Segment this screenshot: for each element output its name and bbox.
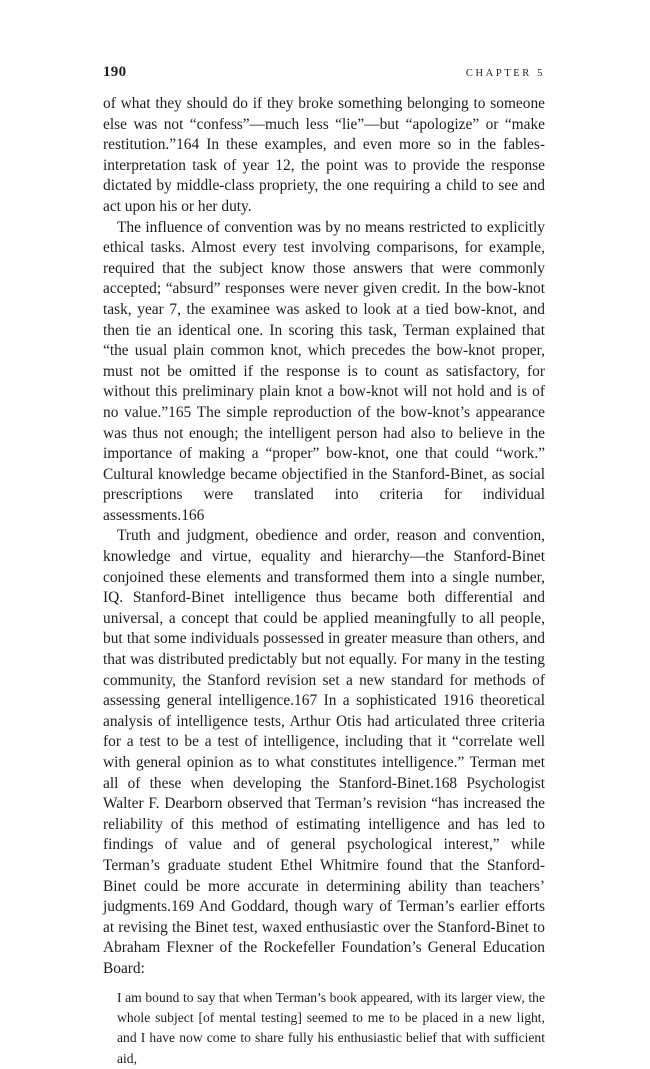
body-text	[103, 94, 545, 1069]
paragraph-1: of what they should do if they broke something belonging to someone else was not “confess”—much less “lie”—but “apologize” or “make restitution.”164 In these examples, and even more so in the fables-interpretation task of year 12, the point was to provide the response dictated by middle-class propriety, the one requiring a child to see and act upon his or her duty.	[103, 95, 545, 215]
page-header	[103, 64, 545, 81]
running-head: CHAPTER 5	[465, 68, 545, 79]
block-quote: I am bound to say that when Terman’s book appeared, with its larger view, the whole subject [of mental testing] seemed to me to be placed in a new light, and I have now come to share fully his enthusiastic belief that with sufficient aid,	[117, 989, 545, 1066]
paragraph-3: Truth and judgment, obedience and order, reason and convention, knowledge and virtue, equality and hierarchy—the Stanford-Binet conjoined these elements and transformed them into a single number, IQ. Stanford-Binet intelligence thus became both differential and universal, a concept that could be applied meaningfully to all people, but that some individuals possessed in greater measure than others, and that was distributed predictably but not equally. For many in the testing community, the Stanford revision set a new standard for methods of assessing general intelligence.167 In a sophisticated 1916 theoretical analysis of intelligence tests, Arthur Otis had articulated three criteria for a test to be a test of intelligence, including that it “correlate well with general opinion as to what constitutes intelligence.” Terman met all of these when developing the Stanford-Binet.168 Psychologist Walter F. Dearborn observed that Terman’s revision “has increased the reliability of this method of estimating intelligence and has led to findings of value and of general psychological interest,” while Terman’s graduate student Ethel Whitmire found that the Stanford-Binet could be more accurate in determining ability than teachers’ judgments.169 And Goddard, though wary of Terman’s earlier efforts at revising the Binet test, waxed enthusiastic over the Stanford-Binet to Abraham Flexner of the Rockefeller Foundation’s General Education Board:	[103, 527, 545, 977]
page-number: 190	[103, 64, 127, 80]
paragraph-2: The influence of convention was by no means restricted to explicitly ethical tasks. Almost every test involving comparisons, for example, required that the subject know those answers that were commonly accepted; “absurd” responses were never given credit. In the bow-knot task, year 7, the examinee was asked to look at a tied bow-knot, and then tie an identical one. In scoring this task, Terman explained that “the usual plain common knot, which precedes the bow-knot proper, must not be omitted if the response is to count as satisfactory, for without this preliminary plain knot a bow-knot will not hold and is of no value.”165 The simple reproduction of the bow-knot’s appearance was thus not enough; the intelligent person had also to believe in the importance of making a “proper” bow-knot, one that could “work.” Cultural knowledge became objectified in the Stanford-Binet, as social prescriptions were translated into criteria for individual assessments.166	[103, 218, 545, 524]
